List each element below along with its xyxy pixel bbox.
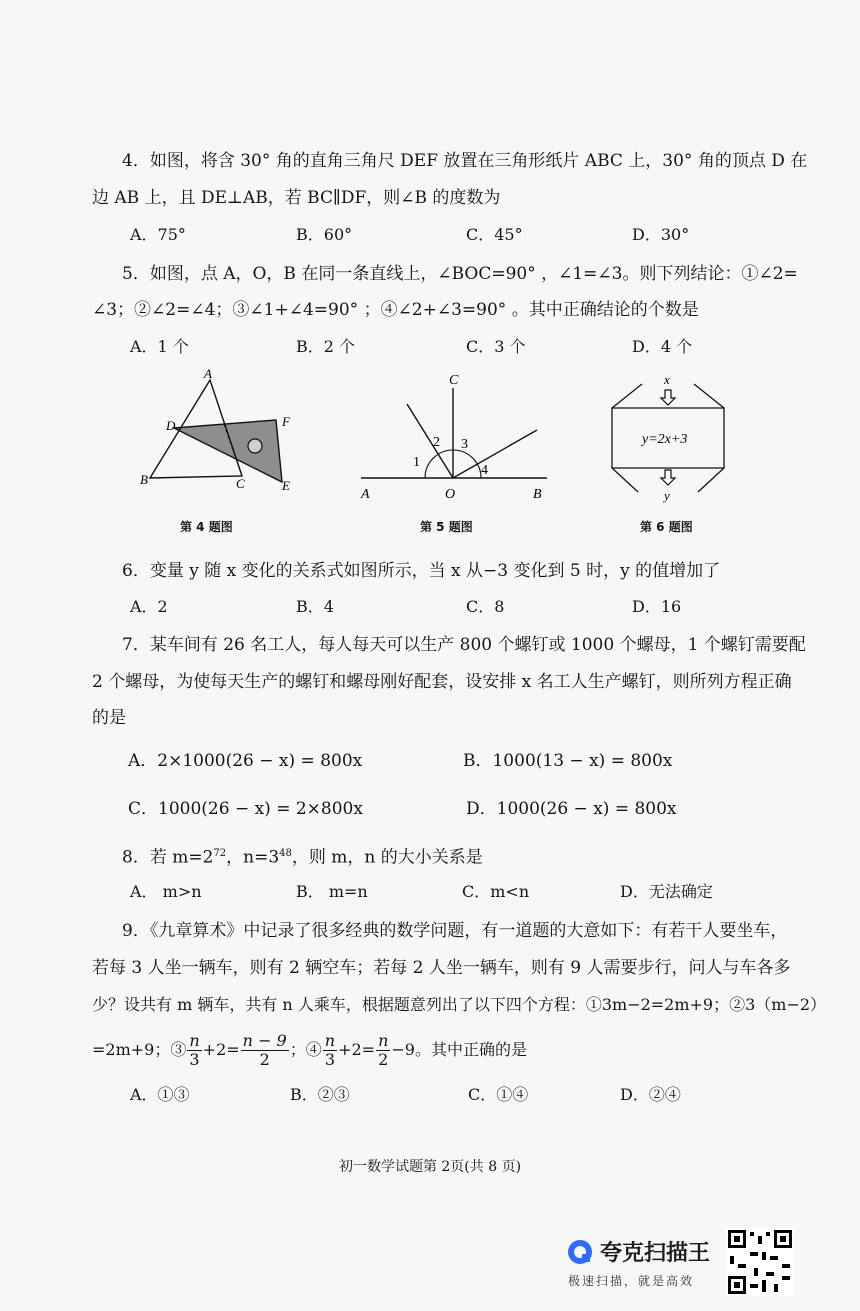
q4-option-c: C．45° <box>466 225 523 244</box>
fig4-label-f: F <box>282 414 290 429</box>
q9-line2: 若每 3 人坐一辆车，则有 2 辆空车；若每 2 人坐一辆车，则有 9 人需要步行，问人与车各多 <box>92 958 791 978</box>
fig6-formula: y=2x+3 <box>642 432 688 447</box>
fig5-angle-2: 2 <box>433 435 440 450</box>
fig6-output: y <box>664 488 670 503</box>
q5-option-d: D．4 个 <box>632 337 693 356</box>
frac-numerator: n − 9 <box>242 1031 287 1050</box>
fig6-input: x <box>664 372 670 387</box>
q6-option-c: C．8 <box>466 597 505 616</box>
q7-option-b: B．1000(13 − x) = 800x <box>463 751 673 771</box>
q8-line1 <box>122 843 483 869</box>
page-footer: 初一数学试题第 2页(共 8 页) <box>338 1159 522 1175</box>
q7-line3: 的是 <box>92 708 126 728</box>
q9-tail: −9。其中正确的是 <box>391 1040 527 1059</box>
fig6-input-arrow-icon <box>661 390 675 405</box>
q9-frac-n-over-3-b <box>323 1032 337 1069</box>
q8-exponent-72: 72 <box>213 848 227 859</box>
fig4-triangle-def <box>174 420 282 482</box>
q4-line1: 4．如图，将含 30° 角的直角三角尺 DEF 放置在三角形纸片 ABC 上，30° 角的顶点 D 在 <box>122 151 808 171</box>
q9-frac-n-over-3 <box>187 1032 201 1069</box>
q7-option-a: A．2×1000(26 − x) = 800x <box>128 751 363 771</box>
fig4-label-d: D <box>166 418 176 433</box>
frac-numerator: n <box>378 1031 389 1050</box>
frac-numerator: n <box>189 1031 200 1050</box>
q4-option-d: D．30° <box>632 225 690 244</box>
q4-line2: 边 AB 上，且 DE⊥AB，若 BC∥DF，则∠B 的度数为 <box>92 188 501 208</box>
q9-line1: 9．《九章算术》中记录了很多经典的数学问题，有一道题的大意如下：有若干人要坐车， <box>122 921 788 941</box>
q8-option-b: B． m=n <box>296 882 368 901</box>
frac-denominator: 2 <box>259 1050 270 1069</box>
q4-option-b: B．60° <box>296 225 353 244</box>
frac-denominator: 3 <box>324 1050 335 1069</box>
q9-eq4-label: ；④ <box>289 1040 322 1059</box>
q7-option-d: D．1000(26 − x) = 800x <box>466 799 677 819</box>
scanner-watermark <box>566 1236 860 1296</box>
q8-text-post: ，则 m，n 的大小关系是 <box>291 847 483 868</box>
q8-option-a: A． m>n <box>130 882 202 901</box>
fig6-output-arrow-icon <box>661 470 675 485</box>
fig4-label-b: B <box>140 472 148 487</box>
q9-option-a: A．①③ <box>130 1085 190 1104</box>
fig5-label-o: O <box>445 487 456 500</box>
qr-code-icon <box>726 1228 794 1296</box>
q7-line1: 7．某车间有 26 名工人，每人每天可以生产 800 个螺钉或 1000 个螺母，1 个螺钉需要配 <box>122 635 806 655</box>
q4-option-a: A．75° <box>130 225 186 244</box>
q8-text-pre: 8．若 m=2 <box>122 847 214 868</box>
q5-option-c: C．3 个 <box>466 337 526 356</box>
q8-option-d: D．无法确定 <box>620 882 713 901</box>
fig4-caption: 第 4 题图 <box>180 520 233 534</box>
q9-line3: 少？设共有 m 辆车，共有 n 人乘车，根据题意列出了以下四个方程：①3m−2=2m+9；②3（m−2） <box>92 995 827 1014</box>
frac-denominator: 2 <box>378 1050 389 1069</box>
frac-denominator: 3 <box>189 1050 200 1069</box>
q9-option-d: D．②④ <box>620 1085 681 1104</box>
q9-option-c: C．①④ <box>468 1085 529 1104</box>
q8-text-mid: ，n=3 <box>226 847 280 868</box>
figure-6 <box>598 368 738 508</box>
fig5-angle-3: 3 <box>461 437 468 452</box>
fig5-label-c: C <box>449 373 459 388</box>
q8-exponent-48: 48 <box>279 848 292 859</box>
q5-option-a: A．1 个 <box>130 337 189 356</box>
q5-line1: 5．如图，点 A，O，B 在同一条直线上，∠BOC=90° ，∠1=∠3。则下列结论：①∠2= <box>122 264 798 284</box>
q5-line2: ∠3；②∠2=∠4；③∠1+∠4=90° ；④∠2+∠3=90° 。其中正确结论的个数是 <box>92 300 699 320</box>
fig4-label-e: E <box>282 478 290 493</box>
q6-option-a: A．2 <box>130 597 168 616</box>
fig4-label-a: A <box>204 368 212 381</box>
q9-frac-n-over-2 <box>376 1032 390 1069</box>
q9-option-b: B．②③ <box>290 1085 350 1104</box>
fig5-label-a: A <box>361 487 370 500</box>
quark-logo-icon <box>566 1238 594 1266</box>
q8-option-c: C．m<n <box>462 882 530 901</box>
fig5-label-b: B <box>533 487 542 500</box>
q9-frac-n-minus-9-over-2 <box>241 1032 289 1069</box>
brand-name: 夸克扫描王 <box>600 1241 711 1266</box>
fig5-angle-4: 4 <box>481 463 488 478</box>
q6-option-b: B．4 <box>296 597 334 616</box>
figure-5 <box>355 368 555 500</box>
fig5-caption: 第 5 题图 <box>420 520 473 534</box>
fig6-caption: 第 6 题图 <box>640 520 693 534</box>
figure-4 <box>130 368 310 498</box>
q5-option-b: B．2 个 <box>296 337 356 356</box>
brand-slogan: 极速扫描，就是高效 <box>568 1274 695 1288</box>
q7-line2: 2 个螺母，为使每天生产的螺钉和螺母刚好配套，设安排 x 名工人生产螺钉，则所列方程正确 <box>92 672 792 692</box>
q9-plus-2: +2= <box>202 1040 240 1059</box>
q7-option-c: C．1000(26 − x) = 2×800x <box>128 799 363 819</box>
fig4-label-c: C <box>236 476 245 491</box>
q9-eq3-label: =2m+9；③ <box>92 1040 187 1059</box>
q9-plus-2-b: +2= <box>338 1040 376 1059</box>
q9-line4 <box>92 1030 527 1070</box>
q6-line1: 6．变量 y 随 x 变化的关系式如图所示，当 x 从−3 变化到 5 时，y 的值增加了 <box>122 561 721 581</box>
frac-numerator: n <box>324 1031 336 1050</box>
fig5-angle-1: 1 <box>413 455 420 470</box>
q6-option-d: D．16 <box>632 597 682 616</box>
